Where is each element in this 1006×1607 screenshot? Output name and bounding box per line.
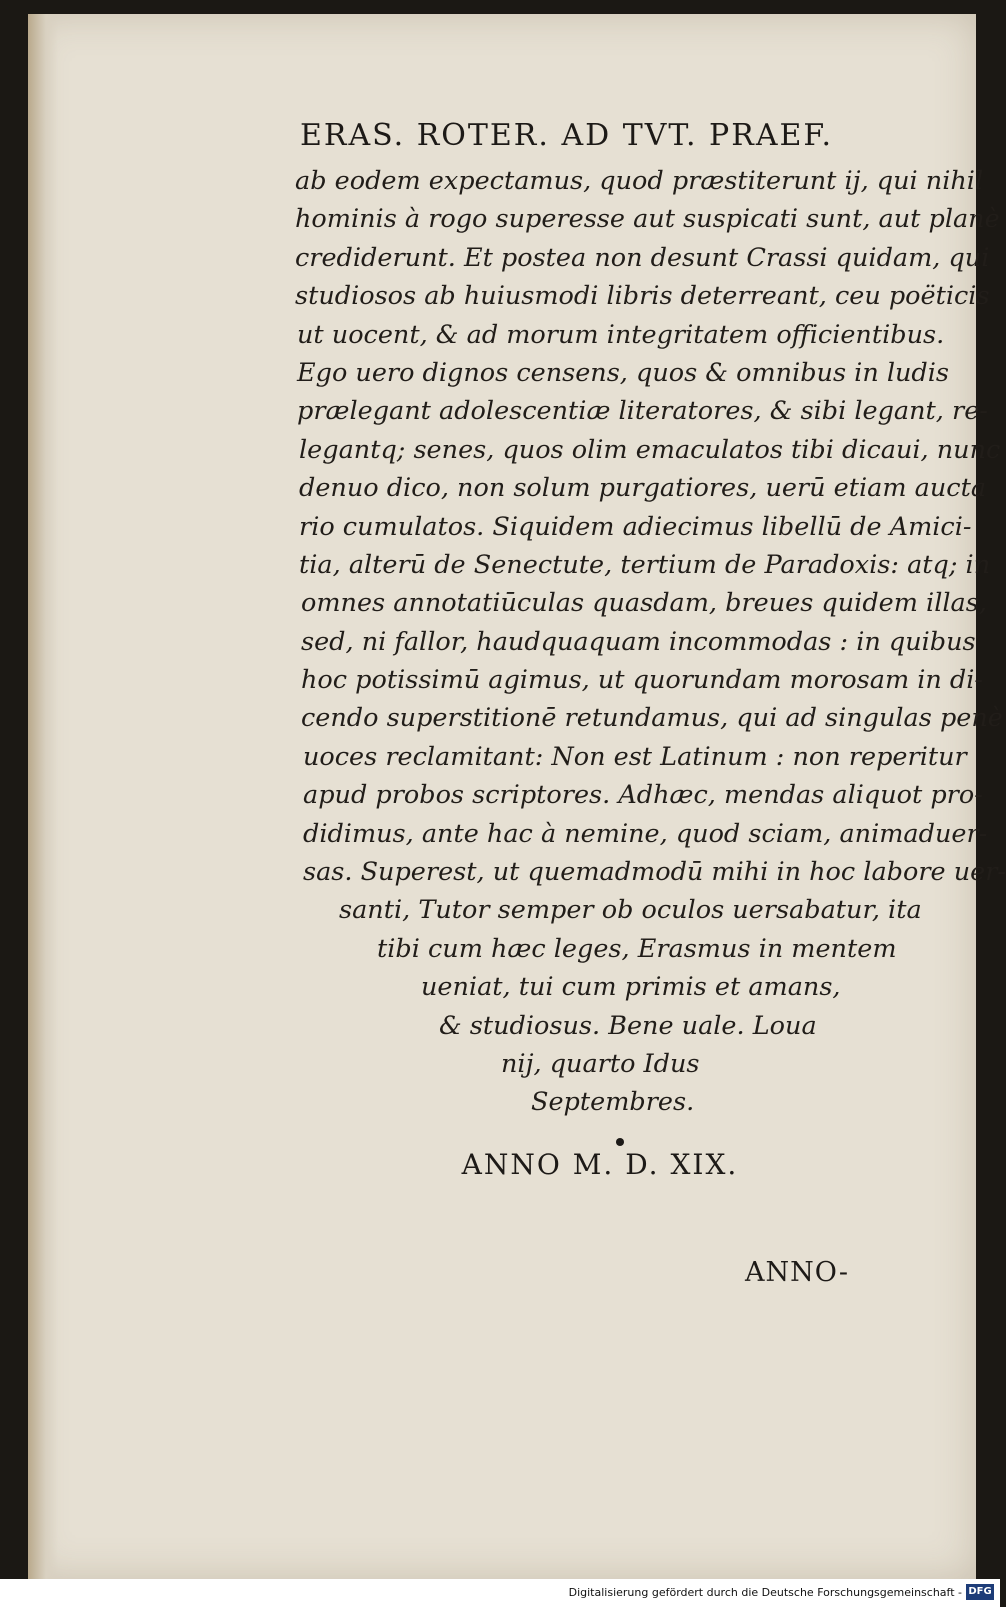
text-line: prælegant adolescentiæ literatores, & sibi legant, re- [297, 396, 988, 427]
text-line: hoc potissimū agimus, ut quorundam morosam in di- [301, 665, 984, 696]
text-line: nij, quarto Idus [501, 1048, 700, 1079]
text-line: sed, ni fallor, haudquaquam incommodas : in quibus [301, 626, 976, 657]
text-line: uoces reclamitant: Non est Latinum : non reperitur [303, 741, 967, 772]
text-line: tia, alterū de Senectute, tertium de Paradoxis: atq; in [299, 549, 991, 580]
page-gutter-shadow [28, 14, 58, 1579]
text-line: ueniat, tui cum primis et amans, [421, 972, 841, 1003]
dfg-logo: DFG [966, 1584, 994, 1600]
text-line: Ego uero dignos censens, quos & omnibus in ludis [297, 357, 949, 388]
body-text [295, 162, 1006, 1122]
text-line: didimus, ante hac à nemine, quod sciam, animaduer- [303, 818, 988, 849]
text-line: crediderunt. Et postea non desunt Crassi quidam, qui [295, 242, 990, 273]
text-line: apud probos scriptores. Adhæc, mendas aliquot pro- [303, 780, 983, 811]
text-line: cendo superstitionē retundamus, qui ad singulas penè [301, 703, 1003, 734]
running-head: ERAS. ROTER. AD TVT. PRAEF. [300, 118, 834, 153]
text-line: santi, Tutor semper ob oculos uersabatur, ita [339, 895, 922, 926]
catchword: ANNO- [745, 1257, 849, 1288]
text-line: hominis à rogo superesse aut suspicati sunt, aut planè [295, 204, 1000, 235]
ornament-dot [616, 1138, 624, 1146]
year-line: ANNO M. D. XIX. [461, 1148, 739, 1181]
text-line: omnes annotatiūculas quasdam, breues quidem illas, [301, 588, 987, 619]
text-line: Septembres. [531, 1087, 695, 1118]
text-line: denuo dico, non solum purgatiores, uerū etiam aucta [299, 473, 987, 504]
text-line: studiosos ab huiusmodi libris deterreant, ceu poëticis [295, 281, 990, 312]
funding-credit: Digitalisierung gefördert durch die Deutsche Forschungsgemeinschaft - [568, 1586, 962, 1599]
text-line: ut uocent, & ad morum integritatem officientibus. [297, 319, 945, 350]
text-line: legantq; senes, quos olim emaculatos tibi dicaui, nunc [299, 434, 1001, 465]
text-line: tibi cum hæc leges, Erasmus in mentem [377, 933, 897, 964]
text-line: sas. Superest, ut quemadmodū mihi in hoc labore uer- [303, 857, 1006, 888]
text-line: rio cumulatos. Siquidem adiecimus libellū de Amici- [299, 511, 972, 542]
text-line: & studiosus. Bene uale. Loua [439, 1010, 817, 1041]
text-line: ab eodem expectamus, quod præstiterunt ij, qui nihil [295, 166, 984, 196]
